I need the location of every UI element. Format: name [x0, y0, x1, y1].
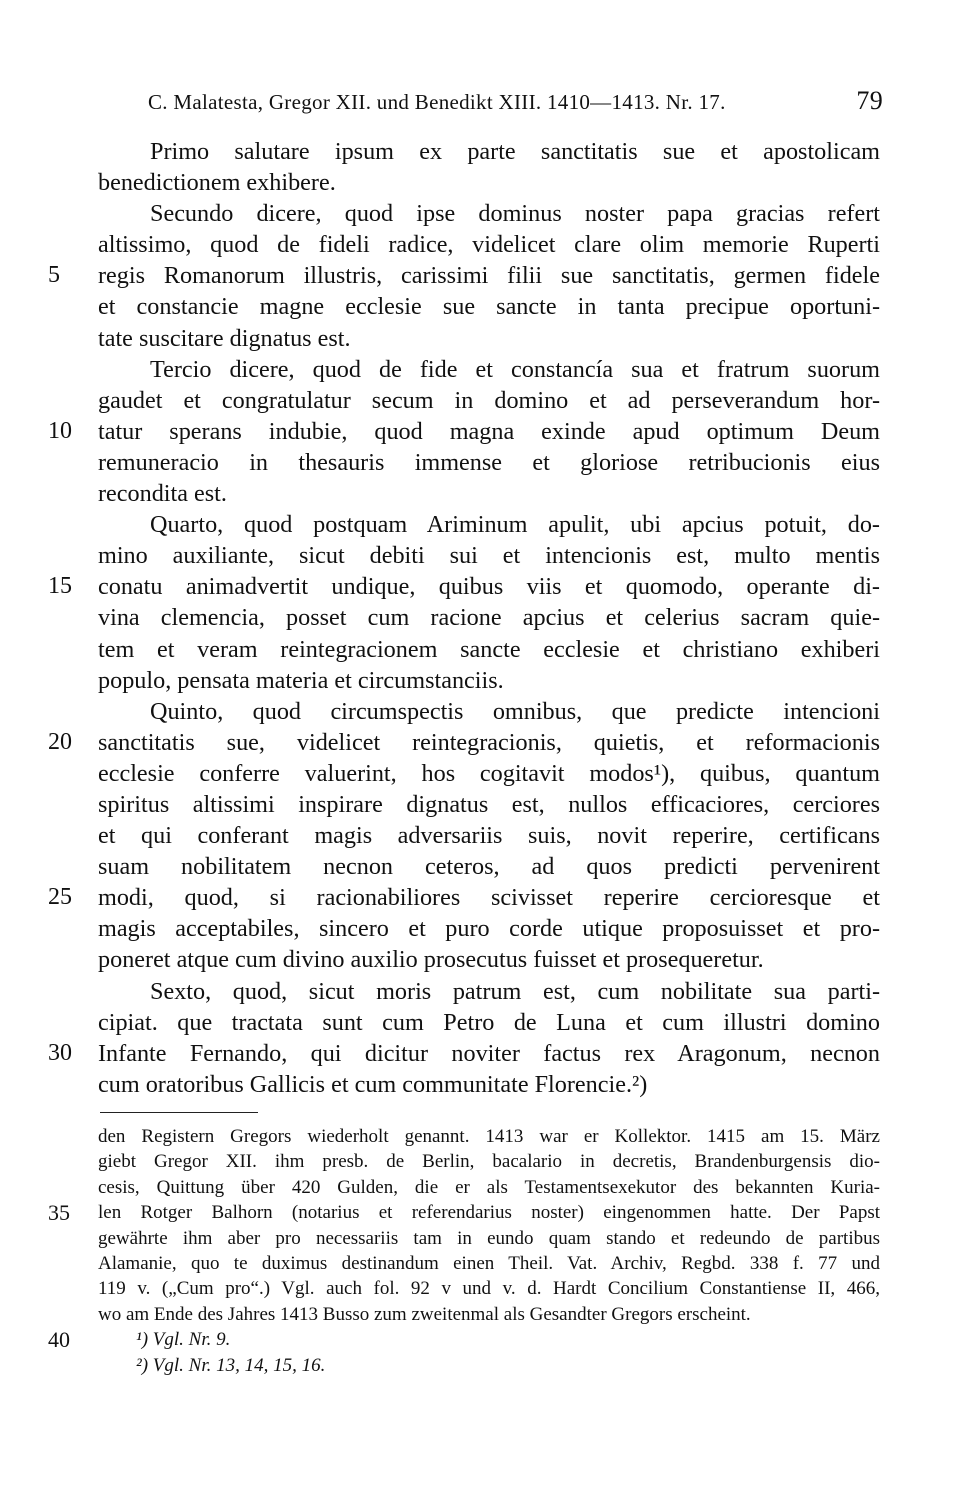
text-line — [98, 229, 880, 260]
note-text: wo am Ende des Jahres 1413 Busso zum zweitenmal als Gesandter Gregors erscheint. — [98, 1303, 751, 1325]
line-text: Primo salutare ipsum ex parte sanctitatis sue et apostolicam — [150, 138, 880, 165]
text-line — [98, 976, 880, 1007]
note-text: len Rotger Balhorn (notarius et referendarius noster) eingenommen hatte. Der Papst — [98, 1202, 880, 1224]
text-line — [98, 167, 880, 198]
text-line — [98, 696, 880, 727]
text-line — [98, 354, 880, 385]
text-line — [98, 136, 880, 167]
text-line — [98, 913, 880, 944]
running-title: C. Malatesta, Gregor XII. und Benedikt XIII. 1410—1413. Nr. 17. — [148, 90, 726, 114]
text-line — [48, 727, 880, 758]
line-number: 5 — [48, 262, 60, 289]
footnote-text: ¹) Vgl. Nr. 9. — [136, 1329, 231, 1351]
note-line — [98, 1124, 880, 1149]
text-line — [98, 789, 880, 820]
line-text: modi, quod, si racionabiliores scivisset reperire cercioresque et — [98, 884, 880, 912]
text-line — [98, 478, 880, 509]
line-text: Quarto, quod postquam Ariminum apulit, ubi apcius potuit, do- — [150, 511, 880, 539]
note-line — [98, 1175, 880, 1200]
line-text: et constancie magne ecclesie sue sancte in tanta precipue oportuni- — [98, 293, 880, 321]
text-line — [98, 198, 880, 229]
footnote-text: ²) Vgl. Nr. 13, 14, 15, 16. — [136, 1354, 326, 1376]
line-text: tate suscitare dignatus est. — [98, 324, 351, 352]
note-text: 119 v. („Cum pro“.) Vgl. auch fol. 92 v und v. d. Hardt Concilium Constantiense II, 466, — [98, 1278, 880, 1300]
note-line — [98, 1226, 880, 1251]
line-text: Tercio dicere, quod de fide et constancía sua et fratrum suorum — [150, 355, 880, 383]
line-text: conatu animadvertit undique, quibus viis et quomodo, operante di- — [98, 573, 880, 601]
note-text: gewährte ihm aber pro necessariis tam in eundo quam stando et redeundo de partibus — [98, 1227, 880, 1249]
note-line — [98, 1251, 880, 1276]
text-line — [48, 1038, 880, 1069]
line-text: vina clemencia, posset cum racione apcius et celerius sacram quie- — [98, 604, 880, 632]
line-text: cipiat. que tractata sunt cum Petro de Luna et cum illustri domino — [98, 1008, 880, 1036]
line-text: poneret atque cum divino auxilio prosecutus fuisset et prosequeretur. — [98, 946, 764, 974]
text-line — [98, 665, 880, 696]
note-line — [98, 1302, 880, 1327]
text-line — [98, 540, 880, 571]
text-line — [98, 291, 880, 322]
line-text: Infante Fernando, qui dicitur noviter factus rex Aragonum, necnon — [98, 1039, 880, 1067]
text-line — [98, 944, 880, 975]
line-text: Sexto, quod, sicut moris patrum est, cum nobilitate sua parti- — [150, 977, 880, 1005]
line-text: et qui conferant magis adversariis suis, novit reperire, certificans — [98, 822, 880, 850]
text-line — [98, 634, 880, 665]
text-line — [98, 851, 880, 882]
line-text: altissimo, quod de fideli radice, videlicet clare olim memorie Ruperti — [98, 231, 880, 259]
line-text: sanctitatis sue, videlicet reintegracionis, quietis, et reformacionis — [98, 728, 880, 756]
footnote — [98, 1353, 880, 1378]
text-line — [98, 820, 880, 851]
line-text: mino auxiliante, sicut debiti sui et intencionis est, multo mentis — [98, 542, 880, 570]
text-line — [48, 260, 880, 291]
note-line — [98, 1149, 880, 1174]
line-number: 40 — [48, 1327, 70, 1353]
line-number: 35 — [48, 1200, 70, 1226]
main-text — [48, 136, 880, 1100]
footnote — [48, 1327, 880, 1353]
line-text: spiritus altissimi inspirare dignatus est, nullos efficaciores, cerciores — [98, 790, 880, 818]
page-number: 79 — [856, 86, 883, 115]
note-line — [98, 1276, 880, 1301]
text-line — [98, 323, 880, 354]
text-line — [48, 416, 880, 447]
line-text: cum oratoribus Gallicis et cum communitate Florencie.²) — [98, 1070, 648, 1098]
text-line — [48, 882, 880, 913]
line-text: benedictionem exhibere. — [98, 169, 336, 197]
line-text: tatur sperans indubie, quod magna exinde apud optimum Deum — [98, 417, 880, 445]
text-line — [98, 385, 880, 416]
line-text: remuneracio in thesauris immense et gloriose retribucionis eius — [98, 448, 880, 476]
line-number: 10 — [48, 417, 72, 444]
line-text: populo, pensata materia et circumstanciis. — [98, 666, 504, 694]
line-number: 30 — [48, 1039, 72, 1066]
line-text: tem et veram reintegracionem sancte ecclesie et christiano exhiberi — [98, 635, 880, 663]
line-text: Quinto, quod circumspectis omnibus, que predicte intencioni — [150, 697, 880, 725]
text-line — [48, 571, 880, 602]
footnote-block — [48, 1124, 880, 1378]
line-number: 20 — [48, 728, 72, 755]
line-number: 15 — [48, 573, 72, 600]
line-text: suam nobilitatem necnon ceteros, ad quos predicti pervenirent — [98, 853, 880, 881]
line-text: Secundo dicere, quod ipse dominus noster papa gracias refert — [150, 200, 880, 228]
text-line — [98, 602, 880, 633]
note-text: giebt Gregor XII. ihm presb. de Berlin, bacalario in decretis, Brandenburgensis dio- — [98, 1151, 880, 1173]
note-text: cesis, Quittung über 420 Gulden, die er als Testamentsexekutor des bekannten Kuria- — [98, 1176, 880, 1198]
line-text: magis acceptabiles, sincero et puro corde utique proposuisset et pro- — [98, 915, 880, 943]
text-line — [98, 509, 880, 540]
footnote-rule — [100, 1112, 258, 1113]
line-text: ecclesie conferre valuerint, hos cogitavit modos¹), quibus, quantum — [98, 759, 880, 787]
line-number: 25 — [48, 884, 72, 911]
note-text: Alamanie, quo te duximus destinandum einen Theil. Vat. Archiv, Regbd. 338 f. 77 und — [98, 1252, 880, 1274]
note-text: den Registern Gregors wiederholt genannt. 1413 war er Kollektor. 1415 am 15. März — [98, 1126, 880, 1147]
text-line — [98, 758, 880, 789]
note-line — [48, 1200, 880, 1226]
line-text: recondita est. — [98, 480, 227, 508]
text-line — [98, 1069, 880, 1100]
line-text: regis Romanorum illustris, carissimi filii sue sanctitatis, germen fidele — [98, 262, 880, 290]
text-line — [98, 1007, 880, 1038]
page-header — [148, 88, 883, 120]
line-text: gaudet et congratulatur secum in domino et ad perseverandum hor- — [98, 386, 880, 414]
text-line — [98, 447, 880, 478]
